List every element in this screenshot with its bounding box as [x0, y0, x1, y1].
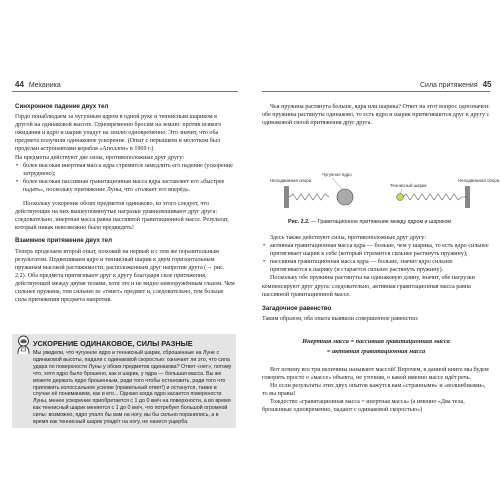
section-heading: Взаимное притяжение двух тел: [15, 237, 113, 245]
spring-figure: [262, 170, 500, 214]
sidebar-text: Мы увидели, что чугунное ядро и теннисный шарик, сброшенные на Луне с одинаковой высоты, падали с одинаковой скоростью: означает ли это, что сила удара по поверхности Луны у обоих предметов одинакова? Ответ «нет», потому что, хотя ядро было брошено, как и шарик, у ядра — большая масса. Вы же можете держать ядро брошенным, ради того чтобы остановить, ради того что приложить колоссальное усилие (правильный ответ!) и останутся, также в случае её пониманием, как и его... Однако когда ядро касается поверхности Луны, менее ускорение приобретается с 1 до 0 км/ч на поверхности, а во время как теннисный шарик меняется с 1 до 0 км/ч, что потребует большой огромной силы: возможно, ядро упало бы вам на ногу, вы бы сильно поранились, а в время как теннисный шарик упадёт на ногу, не нанеся ущерба.: [33, 350, 232, 426]
paragraph: Поскольку обе пружины растянуты на одинаковую длину, значит, обе нагрузки компенсируют друг друга: следовательно, активная гравитационная масса равна пассивной гравитационной массе.: [262, 275, 475, 298]
leader-line: [332, 178, 342, 189]
bullet-item: • более высокая пассивная гравитационная масса ядра заставляет его «быстрее падать», поскольку притяжение Луны, что «толкает его вперёд».: [21, 178, 236, 194]
bullet-list: [15, 162, 236, 194]
figure-label: Чугунное ядро: [322, 172, 352, 177]
figure-caption: [288, 219, 451, 225]
header-rule: [262, 91, 490, 92]
paragraph: Таким образом, оба опыта выявили совершенное равенство:: [262, 315, 419, 322]
tennis-ball: [397, 194, 404, 201]
paragraph: На предметы действуют две силы, противоположные друг другу:: [15, 154, 185, 161]
cast-iron-ball: [337, 189, 353, 205]
paragraph: Вот почему все три величины называют массой! Впрочем, в данной книге мы будем говорить просто о «массе» объекта, не уточняя, о какой именно массе идёт речь.: [262, 367, 489, 382]
page-number: 44: [15, 80, 24, 89]
figure-label: Неподвижная опора: [270, 178, 312, 183]
paragraph: Здесь также действуют силы, противоположные друг другу:: [270, 235, 427, 241]
right-text-top: [262, 103, 490, 127]
page-number: 45: [482, 80, 492, 89]
equation-line-1: Инертная масса = пассивная гравитационная масса: [302, 338, 450, 345]
figure-label: Теннисный шарик: [390, 183, 427, 188]
astronaut-icon: [15, 335, 32, 355]
caption-label: Рис. 2.2.: [288, 219, 310, 225]
chapter-title: Механика: [28, 82, 61, 89]
bullet-item: • более высокая инертная масса ядра стремится замедлить его падение (ускорение затруднено);: [21, 162, 236, 178]
right-text-middle: [262, 234, 490, 323]
chapter-title: Сила притяжения: [420, 82, 478, 89]
caption-text: — Гравитационное притяжение между ядром и шариком: [309, 219, 452, 225]
bullet-item: • пассивная гравитационная масса ядра — больше, значит ядро сильнее притягивается к шарику (и старается сильнее растянуть пружину).: [268, 258, 490, 274]
paragraph: Но если результаты этих двух опытов кажутся вам «странными» и «волшебными», то вы правы!: [262, 383, 486, 398]
sidebar-title: УСКОРЕНИЕ ОДИНАКОВОЕ, СИЛЫ РАЗНЫЕ: [33, 339, 193, 348]
left-support: [284, 186, 289, 208]
bullet-list: [262, 242, 490, 274]
left-text-column: [15, 103, 236, 304]
bullet-item: • активная гравитационная масса ядра — больше, чем у шарика, то есть ядро сильнее притягивает шарик к себе (который стремится сильнее растянуть пружину);: [268, 242, 490, 258]
figure-label: Неподвижная опора: [458, 178, 500, 183]
header-rule: [12, 91, 238, 92]
right-text-bottom: [262, 366, 490, 415]
section-heading: Загадочное равенство: [262, 304, 332, 312]
equation-line-2: = активная гравитационная масса: [326, 348, 426, 355]
right-running-head: [420, 80, 491, 89]
left-running-head: [15, 80, 61, 89]
section-heading: Синхронное падение двух тел: [15, 103, 109, 110]
paragraph: Тождество «гравитационная масса = инертная масса» (а именно «Два тела, брошенные одновременно, падают с одинаковой скоростью»): [262, 399, 465, 414]
paragraph: Теперь проделаем второй опыт, похожий на первый и с тем же поразительным результатом. Подвешиваем ядро и теннисный шарик к двум горизонтальным пружинам высокой растяжимости, расположенным друг напротив друга (→ рис. 2.2). Оба предмета притягивают друг к другу благодаря силе притяжения, действующей между двумя телами, хотя это и не видно невооружённым глазом. Чем сильнее пружина, тем сильнее ее «тянет» предмет и, следовательно, тем больше сила притяжения предмета напротив.: [15, 248, 235, 304]
right-spring: [403, 194, 468, 200]
left-spring: [289, 194, 329, 200]
paragraph: Гордо понаблюдаем за чугунным ядром в одной руке и теннисным шариком в другой на одинаковой высоте. Одновременно бросим на землю: против всякого ожидания и ядро и шарик упадут на землю одновременно. Это значит, что оба предмета получили одинаковое ускорение. (Опыт с перышком и молотком был проделан астронавтами корабля «Аполлон» в 1969 г.): [15, 114, 222, 153]
paragraph: Чья пружина растянута больше, ядра или шарика? Ответ на этот вопрос однозначен: обе пружины растянуты одинаково, то есть ядро и шарик притягиваются друг к другу с одинаковой силой притяжения друг друга.: [262, 104, 490, 127]
paragraph: Поскольку ускорение обоих предметов одинаково, из этого следует, что действующие на них вышеупомянутые награзки уравновешивают друг друга: следовательно, инертная масса равна пассивной гравитационной массе. Результат, который никак невозможно было предвидеть!: [15, 201, 229, 232]
